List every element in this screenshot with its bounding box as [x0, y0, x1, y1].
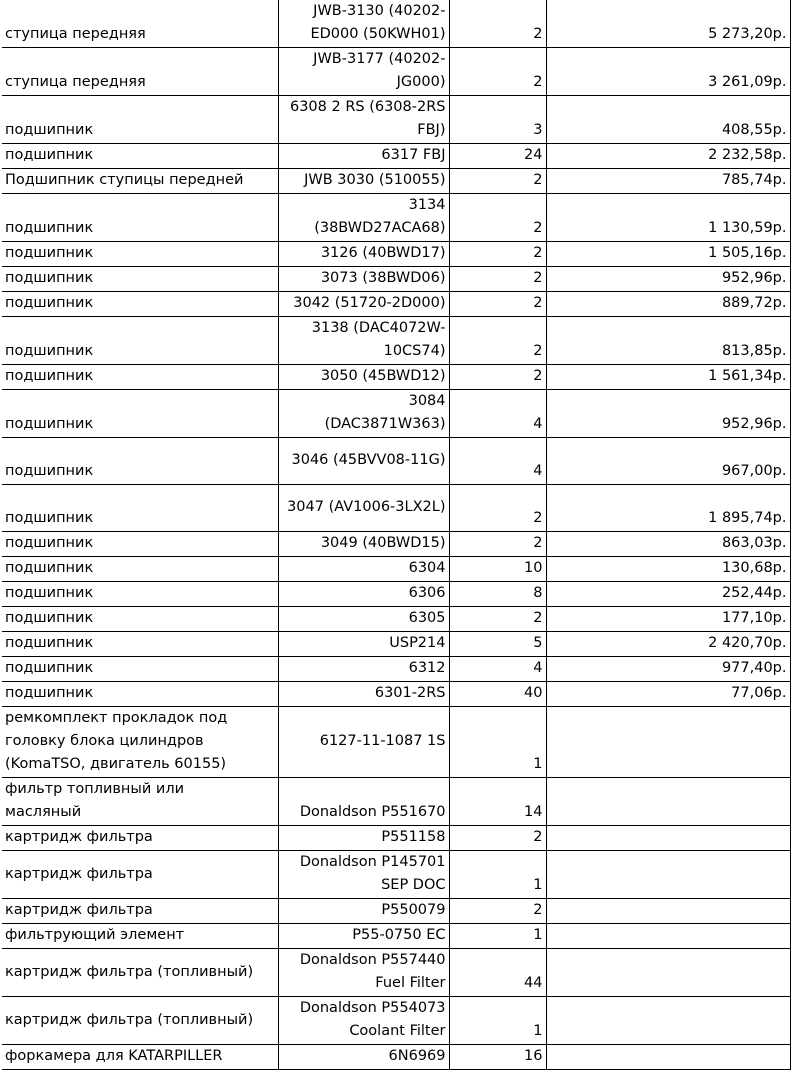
- item-name-cell[interactable]: подшипник: [2, 267, 278, 292]
- price-cell[interactable]: 813,85р.: [546, 317, 790, 365]
- table-row: [2, 144, 790, 169]
- item-name-cell[interactable]: подшипник: [2, 317, 278, 365]
- quantity-cell[interactable]: 2: [449, 0, 546, 48]
- table-row: [2, 557, 790, 582]
- price-cell[interactable]: 967,00р.: [546, 438, 790, 485]
- item-name-cell[interactable]: подшипник: [2, 607, 278, 632]
- table-row: [2, 607, 790, 632]
- part-code-cell[interactable]: 3046 (45BVV08-11G): [278, 438, 449, 485]
- table-row: [2, 778, 790, 826]
- price-cell[interactable]: [546, 899, 790, 924]
- quantity-cell[interactable]: 2: [449, 607, 546, 632]
- quantity-cell[interactable]: 44: [449, 949, 546, 997]
- quantity-cell[interactable]: 1: [449, 851, 546, 899]
- table-row: [2, 169, 790, 194]
- price-cell[interactable]: 1 895,74р.: [546, 485, 790, 532]
- table-row: [2, 485, 790, 532]
- item-name-cell[interactable]: фильтр топливный или масляный: [2, 778, 278, 826]
- price-cell[interactable]: [546, 778, 790, 826]
- item-name-cell[interactable]: подшипник: [2, 657, 278, 682]
- part-code-cell[interactable]: 3073 (38BWD06): [278, 267, 449, 292]
- table-row: [2, 632, 790, 657]
- quantity-cell[interactable]: 14: [449, 778, 546, 826]
- price-cell[interactable]: 952,96р.: [546, 390, 790, 438]
- price-cell[interactable]: [546, 924, 790, 949]
- item-name-cell[interactable]: картридж фильтра: [2, 851, 278, 899]
- spreadsheet-body: [2, 0, 790, 1070]
- table-row: [2, 317, 790, 365]
- quantity-cell[interactable]: 2: [449, 292, 546, 317]
- part-code-cell[interactable]: JWB-3177 (40202- JG000): [278, 48, 449, 96]
- item-name-cell[interactable]: подшипник: [2, 292, 278, 317]
- quantity-cell[interactable]: 1: [449, 707, 546, 778]
- item-name-cell[interactable]: подшипник: [2, 390, 278, 438]
- part-code-cell[interactable]: 3047 (AV1006-3LX2L): [278, 485, 449, 532]
- item-name-cell[interactable]: ступица передняя: [2, 48, 278, 96]
- item-name-cell[interactable]: подшипник: [2, 96, 278, 144]
- part-code-cell[interactable]: 6301-2RS: [278, 682, 449, 707]
- table-row: [2, 949, 790, 997]
- item-name-cell[interactable]: подшипник: [2, 632, 278, 657]
- price-cell[interactable]: 977,40р.: [546, 657, 790, 682]
- item-name-cell[interactable]: картридж фильтра: [2, 826, 278, 851]
- item-name-cell[interactable]: картридж фильтра: [2, 899, 278, 924]
- quantity-cell[interactable]: 2: [449, 826, 546, 851]
- price-cell[interactable]: 2 232,58р.: [546, 144, 790, 169]
- quantity-cell[interactable]: 2: [449, 532, 546, 557]
- quantity-cell[interactable]: 2: [449, 899, 546, 924]
- part-code-cell[interactable]: 3084 (DAC3871W363): [278, 390, 449, 438]
- quantity-cell[interactable]: 2: [449, 194, 546, 242]
- quantity-cell[interactable]: 8: [449, 582, 546, 607]
- table-row: [2, 707, 790, 778]
- table-row: [2, 924, 790, 949]
- item-name-cell[interactable]: картридж фильтра (топливный): [2, 949, 278, 997]
- price-cell[interactable]: 1 561,34р.: [546, 365, 790, 390]
- part-code-cell[interactable]: 6308 2 RS (6308-2RS FBJ): [278, 96, 449, 144]
- price-cell[interactable]: 952,96р.: [546, 267, 790, 292]
- price-cell[interactable]: [546, 1045, 790, 1070]
- item-name-cell[interactable]: ступица передняя: [2, 0, 278, 48]
- price-cell[interactable]: 2 420,70р.: [546, 632, 790, 657]
- price-cell[interactable]: 252,44р.: [546, 582, 790, 607]
- price-cell[interactable]: [546, 997, 790, 1045]
- quantity-cell[interactable]: 2: [449, 242, 546, 267]
- item-name-cell[interactable]: подшипник: [2, 485, 278, 532]
- table-row: [2, 365, 790, 390]
- part-code-cell[interactable]: P55-0750 EC: [278, 924, 449, 949]
- part-code-cell[interactable]: 3049 (40BWD15): [278, 532, 449, 557]
- price-cell[interactable]: 177,10р.: [546, 607, 790, 632]
- quantity-cell[interactable]: 2: [449, 485, 546, 532]
- item-name-cell[interactable]: подшипник: [2, 582, 278, 607]
- table-row: [2, 532, 790, 557]
- item-name-cell[interactable]: подшипник: [2, 242, 278, 267]
- part-code-cell[interactable]: P550079: [278, 899, 449, 924]
- price-cell[interactable]: [546, 949, 790, 997]
- price-cell[interactable]: [546, 851, 790, 899]
- quantity-cell[interactable]: 1: [449, 997, 546, 1045]
- part-code-cell[interactable]: JWB-3130 (40202- ED000 (50KWH01): [278, 0, 449, 48]
- part-code-cell[interactable]: P551158: [278, 826, 449, 851]
- table-row: [2, 657, 790, 682]
- quantity-cell[interactable]: 4: [449, 438, 546, 485]
- price-cell[interactable]: 1 130,59р.: [546, 194, 790, 242]
- item-name-cell[interactable]: картридж фильтра (топливный): [2, 997, 278, 1045]
- quantity-cell[interactable]: 2: [449, 267, 546, 292]
- part-code-cell[interactable]: Donaldson P551670: [278, 778, 449, 826]
- part-code-cell[interactable]: 6127-11-1087 1S: [278, 707, 449, 778]
- part-code-cell[interactable]: 3138 (DAC4072W- 10CS74): [278, 317, 449, 365]
- price-cell[interactable]: [546, 826, 790, 851]
- item-name-cell[interactable]: ремкомплект прокладок под головку блока цилиндров (KomaTSO, двигатель 60155): [2, 707, 278, 778]
- table-row: [2, 390, 790, 438]
- price-cell[interactable]: 408,55р.: [546, 96, 790, 144]
- price-cell[interactable]: [546, 707, 790, 778]
- part-code-cell[interactable]: 6312: [278, 657, 449, 682]
- quantity-cell[interactable]: 16: [449, 1045, 546, 1070]
- table-row: [2, 899, 790, 924]
- table-row: [2, 48, 790, 96]
- quantity-cell[interactable]: 4: [449, 390, 546, 438]
- item-name-cell[interactable]: форкамера для KATARPILLER: [2, 1045, 278, 1070]
- table-row: [2, 96, 790, 144]
- price-cell[interactable]: 130,68р.: [546, 557, 790, 582]
- part-code-cell[interactable]: USP214: [278, 632, 449, 657]
- table-row: [2, 0, 790, 48]
- quantity-cell[interactable]: 2: [449, 169, 546, 194]
- item-name-cell[interactable]: подшипник: [2, 682, 278, 707]
- price-cell[interactable]: 889,72р.: [546, 292, 790, 317]
- price-cell[interactable]: 1 505,16р.: [546, 242, 790, 267]
- item-name-cell[interactable]: подшипник: [2, 194, 278, 242]
- item-name-cell[interactable]: Подшипник ступицы передней: [2, 169, 278, 194]
- part-code-cell[interactable]: 6305: [278, 607, 449, 632]
- table-row: [2, 582, 790, 607]
- part-code-cell[interactable]: 6304: [278, 557, 449, 582]
- item-name-cell[interactable]: подшипник: [2, 144, 278, 169]
- quantity-cell[interactable]: 2: [449, 365, 546, 390]
- item-name-cell[interactable]: фильтрующий элемент: [2, 924, 278, 949]
- quantity-cell[interactable]: 2: [449, 48, 546, 96]
- part-code-cell[interactable]: Donaldson P554073 Coolant Filter: [278, 997, 449, 1045]
- quantity-cell[interactable]: 2: [449, 317, 546, 365]
- item-name-cell[interactable]: подшипник: [2, 365, 278, 390]
- price-cell[interactable]: 863,03р.: [546, 532, 790, 557]
- quantity-cell[interactable]: 1: [449, 924, 546, 949]
- table-row: [2, 682, 790, 707]
- quantity-cell[interactable]: 40: [449, 682, 546, 707]
- item-name-cell[interactable]: подшипник: [2, 438, 278, 485]
- price-cell[interactable]: 77,06р.: [546, 682, 790, 707]
- table-row: [2, 267, 790, 292]
- part-code-cell[interactable]: 6N6969: [278, 1045, 449, 1070]
- table-row: [2, 194, 790, 242]
- table-row: [2, 438, 790, 485]
- quantity-cell[interactable]: 10: [449, 557, 546, 582]
- item-name-cell[interactable]: подшипник: [2, 532, 278, 557]
- part-code-cell[interactable]: 3126 (40BWD17): [278, 242, 449, 267]
- table-row: [2, 292, 790, 317]
- part-code-cell[interactable]: 6306: [278, 582, 449, 607]
- part-code-cell[interactable]: JWB 3030 (510055): [278, 169, 449, 194]
- table-row: [2, 1045, 790, 1070]
- table-row: [2, 851, 790, 899]
- part-code-cell[interactable]: 6317 FBJ: [278, 144, 449, 169]
- price-cell[interactable]: 785,74р.: [546, 169, 790, 194]
- table-row: [2, 826, 790, 851]
- part-code-cell[interactable]: 3050 (45BWD12): [278, 365, 449, 390]
- quantity-cell[interactable]: 3: [449, 96, 546, 144]
- quantity-cell[interactable]: 5: [449, 632, 546, 657]
- part-code-cell[interactable]: 3134 (38BWD27ACA68): [278, 194, 449, 242]
- part-code-cell[interactable]: Donaldson P145701 SEP DOC: [278, 851, 449, 899]
- price-cell[interactable]: 3 261,09р.: [546, 48, 790, 96]
- table-row: [2, 242, 790, 267]
- table-row: [2, 997, 790, 1045]
- item-name-cell[interactable]: подшипник: [2, 557, 278, 582]
- part-code-cell[interactable]: Donaldson P557440 Fuel Filter: [278, 949, 449, 997]
- quantity-cell[interactable]: 4: [449, 657, 546, 682]
- price-cell[interactable]: 5 273,20р.: [546, 0, 790, 48]
- quantity-cell[interactable]: 24: [449, 144, 546, 169]
- part-code-cell[interactable]: 3042 (51720-2D000): [278, 292, 449, 317]
- spreadsheet-table: [2, 0, 791, 1070]
